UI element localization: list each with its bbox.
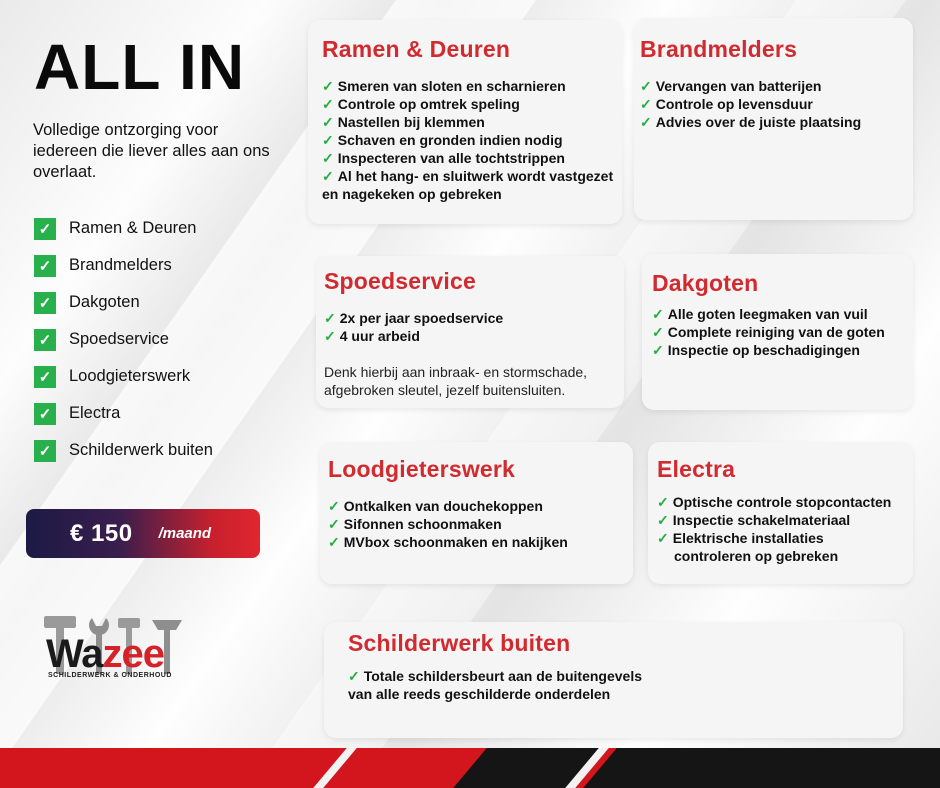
check-icon: ✓ [324,310,336,326]
list-item: ✓ Nastellen bij klemmen [322,114,485,130]
check-icon: ✓ [328,498,340,514]
card-title: Ramen & Deuren [322,36,511,62]
list-item: ✓ Vervangen van batterijen [640,78,822,94]
decorative-bottom-band [0,748,940,788]
check-icon: ✓ [324,328,336,344]
list-item: ✓ Controle op levensduur [640,96,813,112]
band-black [583,748,940,788]
intro-text: Volledige ontzorging voor iedereen die liever alles aan ons overlaat. [33,121,270,181]
logo-subtitle: SCHILDERWERK & ONDERHOUD [48,672,172,679]
check-icon: ✓ [652,342,664,358]
check-icon: ✓ [328,516,340,532]
list-item: ✓ 2x per jaar spoedservice [324,310,504,326]
check-icon: ✓ [652,306,664,322]
checkbox-checked-icon: ✓ [34,366,56,388]
check-icon: ✓ [328,534,340,550]
list-item: ✓ Schaven en gronden indien nodig [322,132,563,148]
list-item: ✓ Controle op omtrek speling [322,96,520,112]
list-item: ✓ Complete reiniging van de goten [652,324,885,340]
check-icon: ✓ [657,512,669,528]
list-item: ✓ Alle goten leegmaken van vuil [652,306,868,322]
list-item: ✓ 4 uur arbeid [324,328,420,344]
card-list [328,497,633,551]
card-list [324,309,624,345]
list-item-continuation: van alle reeds geschilderde onderdelen [348,686,611,702]
card-list [348,667,903,703]
list-item: ✓ Advies over de juiste plaatsing [640,114,862,130]
card-title: Electra [657,456,736,482]
checkbox-checked-icon: ✓ [34,440,56,462]
card-loodgieterswerk [320,442,633,584]
check-icon: ✓ [640,78,652,94]
checklist-item: ✓ Electra [34,395,213,432]
check-icon: ✓ [640,96,652,112]
list-item: ✓ Totale schildersbeurt aan de buitengevels [348,668,642,684]
page-title: ALL IN [34,31,246,103]
list-item: ✓ Al het hang- en sluitwerk wordt vastgezet [322,168,614,184]
list-item: ✓ Inspectie op beschadigingen [652,342,860,358]
checklist-item: ✓ Spoedservice [34,321,213,358]
card-ramen-deuren [308,20,622,224]
price-period: /maand [158,525,212,542]
logo-wordmark: Wazee [46,632,165,676]
card-list [657,493,913,565]
card-dakgoten [642,254,913,410]
check-icon: ✓ [640,114,652,130]
card-title: Dakgoten [652,270,759,296]
list-item: ✓ Inspectie schakelmateriaal [657,512,851,528]
checklist-item: ✓ Dakgoten [34,284,213,321]
card-title: Spoedservice [324,268,476,294]
check-icon: ✓ [348,668,360,684]
check-icon: ✓ [652,324,664,340]
check-icon: ✓ [322,114,334,130]
list-item: ✓ Optische controle stopcontacten [657,494,892,510]
list-item: ✓ Inspecteren van alle tochtstrippen [322,150,565,166]
card-title: Loodgieterswerk [328,456,516,482]
card-list [322,77,622,203]
list-item-continuation: controleren op gebreken [674,548,839,564]
check-icon: ✓ [322,168,334,184]
card-list [652,305,913,359]
checkbox-checked-icon: ✓ [34,403,56,425]
price-badge [26,509,260,558]
card-list [640,77,913,131]
checklist-item: ✓ Schilderwerk buiten [34,432,213,469]
checkbox-checked-icon: ✓ [34,329,56,351]
list-item: ✓ Elektrische installaties [657,530,824,546]
card-title: Schilderwerk buiten [348,630,571,656]
check-icon: ✓ [322,78,334,94]
checklist-item: ✓ Brandmelders [34,247,213,284]
price-amount: € 150 [70,519,133,547]
card-electra [648,442,913,584]
card-schilderwerk-buiten [324,622,903,738]
check-icon: ✓ [322,150,334,166]
checklist-item: ✓ Loodgieterswerk [34,358,213,395]
card-brandmelders [634,18,913,220]
checkbox-checked-icon: ✓ [34,292,56,314]
wazee-logo [40,610,200,690]
checklist-item: ✓ Ramen & Deuren [34,210,213,247]
card-title: Brandmelders [640,36,798,62]
checkbox-checked-icon: ✓ [34,255,56,277]
service-checklist [34,210,213,469]
list-item: ✓ Smeren van sloten en scharnieren [322,78,566,94]
list-item: ✓ Ontkalken van douchekoppen [328,498,543,514]
check-icon: ✓ [322,96,334,112]
checkbox-checked-icon: ✓ [34,218,56,240]
check-icon: ✓ [322,132,334,148]
card-note: Denk hierbij aan inbraak- en stormschade, afgebroken sleutel, jezelf buitensluiten. [324,364,588,398]
list-item-continuation: en nagekeken op gebreken [322,186,502,202]
card-spoedservice [316,256,624,408]
list-item: ✓ Sifonnen schoonmaken [328,516,502,532]
check-icon: ✓ [657,494,669,510]
list-item: ✓ MVbox schoonmaken en nakijken [328,534,568,550]
check-icon: ✓ [657,530,669,546]
